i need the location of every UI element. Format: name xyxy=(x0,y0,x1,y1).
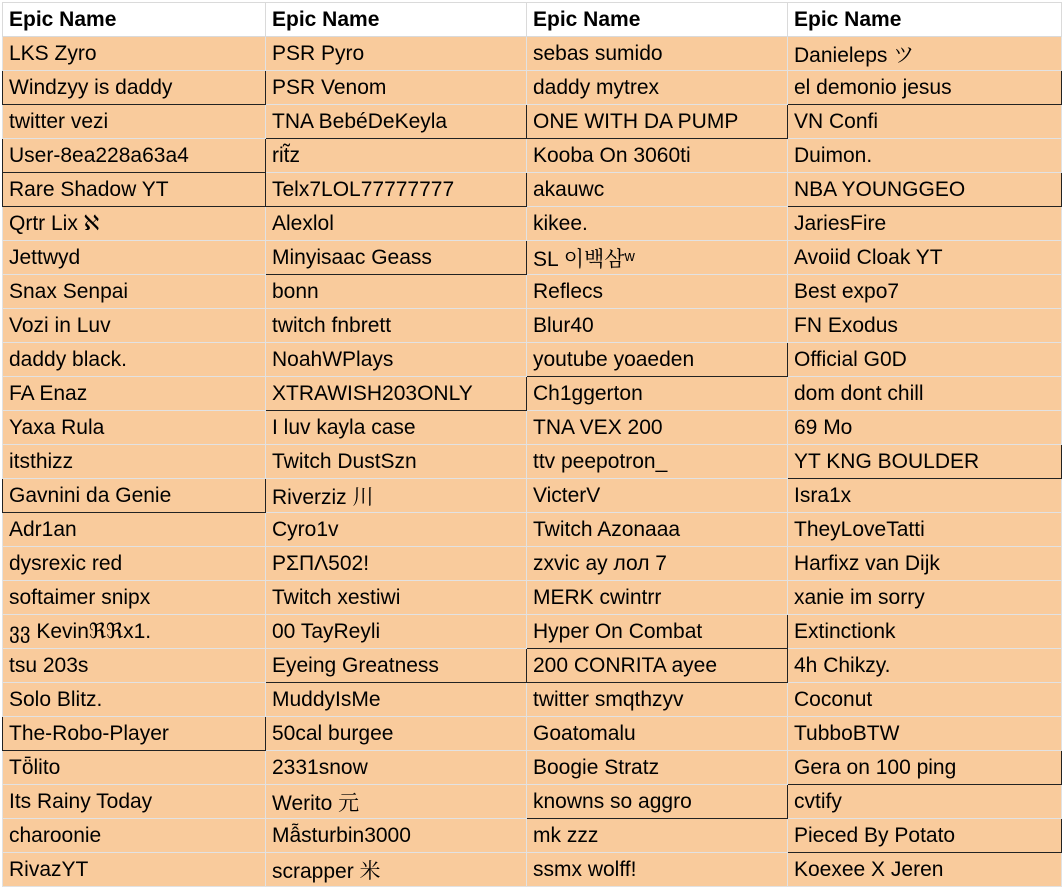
table-cell[interactable]: Twitch DustSzn xyxy=(266,445,527,479)
table-cell[interactable]: twitter vezi xyxy=(3,105,266,139)
table-cell[interactable]: dysrexic red xyxy=(3,547,266,581)
table-row xyxy=(3,309,1062,343)
table-cell[interactable]: Rare Shadow YT xyxy=(3,173,266,207)
table-cell[interactable]: TubboBTW xyxy=(788,717,1062,751)
table-cell[interactable]: youtube yoaeden xyxy=(527,343,788,377)
column-header[interactable]: Epic Name xyxy=(3,3,266,37)
table-cell[interactable]: akauwc xyxy=(527,173,788,207)
table-body xyxy=(3,37,1062,887)
table-row xyxy=(3,105,1062,139)
table-row xyxy=(3,207,1062,241)
table-cell[interactable]: Official G0D xyxy=(788,343,1062,377)
table-cell[interactable]: Windzyy is daddy xyxy=(3,71,266,105)
table-cell[interactable]: TNA BebéDeKeyla xyxy=(266,105,527,139)
table-cell[interactable]: JariesFire xyxy=(788,207,1062,241)
table-row xyxy=(3,615,1062,649)
table-cell[interactable]: twitter smqthzyv xyxy=(527,683,788,717)
table-cell[interactable]: Yaxa Rula xyxy=(3,411,266,445)
table-row xyxy=(3,173,1062,207)
table-cell[interactable]: Best expo7 xyxy=(788,275,1062,309)
table-cell[interactable]: Vozi in Luv xyxy=(3,309,266,343)
table-cell[interactable]: LKS Zyro xyxy=(3,37,266,71)
table-row xyxy=(3,479,1062,513)
table-row xyxy=(3,241,1062,275)
table-cell[interactable]: XTRAWISH203ONLY xyxy=(266,377,527,411)
table-cell[interactable]: Gavnini da Genie xyxy=(3,479,266,513)
table-row xyxy=(3,853,1062,887)
table-cell[interactable]: Snax Senpai xyxy=(3,275,266,309)
table-row xyxy=(3,547,1062,581)
column-header[interactable]: Epic Name xyxy=(527,3,788,37)
table-cell[interactable]: 50cal burgee xyxy=(266,717,527,751)
table-cell[interactable]: Goatomalu xyxy=(527,717,788,751)
table-cell[interactable]: Adr1an xyxy=(3,513,266,547)
table-cell[interactable]: Duimon. xyxy=(788,139,1062,173)
table-cell[interactable]: Its Rainy Today xyxy=(3,785,266,819)
table-row xyxy=(3,581,1062,615)
table-cell[interactable]: Qrtr Lix ℵ xyxy=(3,207,266,241)
table-cell[interactable]: TheyLoveTatti xyxy=(788,513,1062,547)
table-cell[interactable]: daddy mytrex xyxy=(527,71,788,105)
table-cell[interactable]: Alexlol xyxy=(266,207,527,241)
table-cell[interactable]: Telx7LOL77777777 xyxy=(266,173,527,207)
table-cell[interactable]: MuddyIsMe xyxy=(266,683,527,717)
table-cell[interactable]: bonn xyxy=(266,275,527,309)
table-cell[interactable]: Avoiid Cloak YT xyxy=(788,241,1062,275)
table-cell[interactable]: Isra1x xyxy=(788,479,1062,513)
table-cell[interactable]: TNA VEX 200 xyxy=(527,411,788,445)
table-cell[interactable]: Boogie Stratz xyxy=(527,751,788,785)
table-cell[interactable]: Tȫlito xyxy=(3,751,266,785)
table-cell[interactable]: SL 이백삼ʷ xyxy=(527,241,788,275)
table-cell[interactable]: Eyeing Greatness xyxy=(266,649,527,683)
column-header[interactable]: Epic Name xyxy=(788,3,1062,37)
table-cell[interactable]: kikee. xyxy=(527,207,788,241)
table-cell[interactable]: NBA YOUNGGEO xyxy=(788,173,1062,207)
table-row xyxy=(3,37,1062,71)
table-cell[interactable]: Blur40 xyxy=(527,309,788,343)
table-cell[interactable]: Kooba On 3060ti xyxy=(527,139,788,173)
table-cell[interactable]: Pieced By Potato xyxy=(788,819,1062,853)
table-cell[interactable]: FA Enaz xyxy=(3,377,266,411)
table-cell[interactable]: softaimer snipx xyxy=(3,581,266,615)
table-cell[interactable]: cvtify xyxy=(788,785,1062,819)
table-cell[interactable]: Cyro1v xyxy=(266,513,527,547)
table-cell[interactable]: Jettwyd xyxy=(3,241,266,275)
table-cell[interactable]: Minyisaac Geass xyxy=(266,241,527,275)
table-cell[interactable]: tsu 203s xyxy=(3,649,266,683)
table-cell[interactable]: Extinctionk xyxy=(788,615,1062,649)
table-cell[interactable]: Koexee X Jeren xyxy=(788,853,1062,887)
table-cell[interactable]: rit̃z xyxy=(266,139,527,173)
table-row xyxy=(3,139,1062,173)
table-cell[interactable]: Coconut xyxy=(788,683,1062,717)
table-row xyxy=(3,649,1062,683)
table-cell[interactable]: RivazYT xyxy=(3,853,266,887)
table-cell[interactable]: MERK cwintrr xyxy=(527,581,788,615)
column-header[interactable]: Epic Name xyxy=(266,3,527,37)
table-cell[interactable]: mk zzz xyxy=(527,819,788,853)
table-cell[interactable]: 2331snow xyxy=(266,751,527,785)
table-cell[interactable]: YT KNG BOULDER xyxy=(788,445,1062,479)
player-name-table xyxy=(2,2,1062,887)
table-cell[interactable]: zxvic ay лол 7 xyxy=(527,547,788,581)
table-cell[interactable]: daddy black. xyxy=(3,343,266,377)
table-cell[interactable]: xanie im sorry xyxy=(788,581,1062,615)
table-cell[interactable]: Gera on 100 ping xyxy=(788,751,1062,785)
table-cell[interactable]: VN Confi xyxy=(788,105,1062,139)
table-row xyxy=(3,71,1062,105)
table-cell[interactable]: itsthizz xyxy=(3,445,266,479)
table-row xyxy=(3,513,1062,547)
table-cell[interactable]: scrapper 米 xyxy=(266,853,527,887)
table-row xyxy=(3,785,1062,819)
table-cell[interactable]: Reflecs xyxy=(527,275,788,309)
table-cell[interactable]: ssmx wolff! xyxy=(527,853,788,887)
table-cell[interactable]: ONE WITH DA PUMP xyxy=(527,105,788,139)
table-cell[interactable]: Werito 元 xyxy=(266,785,527,819)
table-cell[interactable]: PSR Pyro xyxy=(266,37,527,71)
table-row xyxy=(3,819,1062,853)
table-cell[interactable]: NoahWPlays xyxy=(266,343,527,377)
header-row xyxy=(3,3,1062,37)
table-cell[interactable]: Danieleps ツ xyxy=(788,37,1062,71)
table-cell[interactable]: Harfixz van Dijk xyxy=(788,547,1062,581)
table-cell[interactable]: 200 CONRITA ayee xyxy=(527,649,788,683)
table-cell[interactable]: Mẫsturbin3000 xyxy=(266,819,527,853)
table-cell[interactable]: charoonie xyxy=(3,819,266,853)
table-cell[interactable]: Riverziz 川 xyxy=(266,479,527,513)
table-cell[interactable]: Ch1ggerton xyxy=(527,377,788,411)
table-cell[interactable]: knowns so aggro xyxy=(527,785,788,819)
table-cell[interactable]: dom dont chill xyxy=(788,377,1062,411)
table-row xyxy=(3,343,1062,377)
table-cell[interactable]: PSR Venom xyxy=(266,71,527,105)
table-cell[interactable]: 00 TayReyli xyxy=(266,615,527,649)
table-cell[interactable]: Solo Blitz. xyxy=(3,683,266,717)
table-cell[interactable]: twitch fnbrett xyxy=(266,309,527,343)
table-cell[interactable]: 4h Chikzy. xyxy=(788,649,1062,683)
table-cell[interactable]: I luv kayla case xyxy=(266,411,527,445)
table-cell[interactable]: sebas sumido xyxy=(527,37,788,71)
table-cell[interactable]: el demonio jesus xyxy=(788,71,1062,105)
table-cell[interactable]: FN Exodus xyxy=(788,309,1062,343)
table-row xyxy=(3,751,1062,785)
table-row xyxy=(3,377,1062,411)
table-cell[interactable]: VicterV xyxy=(527,479,788,513)
table-cell[interactable]: Twitch xestiwi xyxy=(266,581,527,615)
table-cell[interactable]: Hyper On Combat xyxy=(527,615,788,649)
table-cell[interactable]: ttv peepotron_ xyxy=(527,445,788,479)
table-row xyxy=(3,275,1062,309)
table-row xyxy=(3,445,1062,479)
table-cell[interactable]: The-Robo-Player xyxy=(3,717,266,751)
table-row xyxy=(3,411,1062,445)
table-cell[interactable]: 69 Mo xyxy=(788,411,1062,445)
table-row xyxy=(3,717,1062,751)
table-cell[interactable]: ვვ Kevinℜℜx1. xyxy=(3,615,266,649)
table-cell[interactable]: PΣΠΛ502! xyxy=(266,547,527,581)
table-cell[interactable]: User-8ea228a63a4 xyxy=(3,139,266,173)
table-cell[interactable]: Twitch Azonaaa xyxy=(527,513,788,547)
table-row xyxy=(3,683,1062,717)
